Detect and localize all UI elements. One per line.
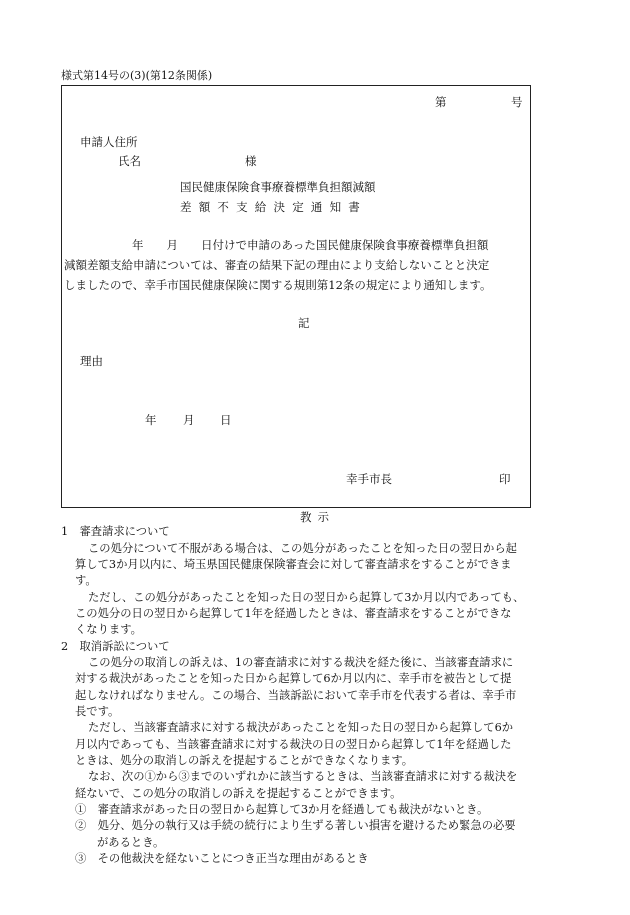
notice-title: 教示: [300, 510, 335, 524]
notice-line: この処分について不服がある場合は、この処分があったことを知った日の翌日から起: [88, 542, 517, 555]
notice-line: 算して3か月以内に、埼玉県国民健康保険審査会に対して審査請求をすることができま: [75, 558, 512, 571]
notice-form-frame: [61, 85, 531, 508]
applicant-sama: 様: [245, 154, 257, 168]
form-label: 様式第14号の(3)(第12条関係): [61, 69, 213, 82]
notice-line: 長です。: [75, 705, 120, 718]
body-line2: 減額差額支給申請については、審査の結果下記の理由により支給しないことと決定: [64, 258, 490, 272]
date-gatsu: 月: [183, 413, 195, 427]
seal-mark: 印: [499, 472, 511, 486]
date-nen: 年: [145, 413, 157, 427]
notice-list-item-3: ③ その他裁決を経ないことにつき正当な理由があるとき: [75, 852, 369, 865]
notice-heading-2: 2 取消訴訟について: [61, 640, 170, 653]
body-line1: 年 月 日付けで申請のあった国民健康保険食事療養標準負担額: [132, 238, 489, 252]
reason-label: 理由: [80, 354, 103, 368]
notice-line: この処分の取消しの訴えは、1の審査請求に対する裁決を経た後に、当該審査請求に: [88, 656, 514, 669]
notice-line: ただし、この処分があったことを知った日の翌日から起算して3か月以内であっても、: [88, 591, 525, 604]
number-go: 号: [511, 95, 523, 109]
document-title-line2: 差額不支給決定通知書: [180, 200, 367, 214]
notice-line: 対する裁決があったことを知った日から起算して6か月以内に、幸手市を被告として提: [75, 672, 512, 685]
notice-list-item-2: ② 処分、処分の執行又は手続の続行により生ずる著しい損害を避けるため緊急の必要: [75, 819, 516, 832]
notice-line: ときは、処分の取消しの訴えを提起することができなくなります。: [75, 754, 414, 767]
notice-line: 経ないで、この処分の取消しの訴えを提起することができます。: [75, 787, 402, 800]
date-nichi: 日: [220, 413, 232, 427]
issuer-name: 幸手市長: [346, 472, 392, 486]
notice-line: 月以内であっても、当該審査請求に対する裁決の日の翌日から起算して1年を経過した: [75, 738, 512, 751]
number-dai: 第: [435, 95, 447, 109]
notice-line: この処分の日の翌日から起算して1年を経過したときは、審査請求をすることができな: [75, 607, 512, 620]
ki-heading: 記: [298, 316, 310, 330]
notice-line: 起しなければなりません。この場合、当該訴訟において幸手市を代表する者は、幸手市: [75, 689, 517, 702]
notice-line: なお、次の①から③までのいずれかに該当するときは、当該審査請求に対する裁決を: [88, 770, 518, 783]
notice-line: くなります。: [75, 623, 142, 636]
applicant-address-label: 申請人住所: [80, 135, 138, 149]
document-title-line1: 国民健康保険食事療養標準負担額減額: [180, 180, 376, 194]
notice-line: ただし、当該審査請求に対する裁決があったことを知った日の翌日から起算して6か: [88, 721, 514, 734]
notice-line: す。: [75, 574, 97, 587]
body-line3: しましたので、幸手市国民健康保険に関する規則第12条の規定により通知します。: [64, 278, 492, 292]
applicant-name-label: 氏名: [118, 154, 141, 168]
notice-list-item-2-cont: があるとき。: [97, 836, 165, 849]
notice-list-item-1: ① 審査請求があった日の翌日から起算して3か月を経過しても裁決がないとき。: [75, 803, 489, 816]
notice-heading-1: 1 審査請求について: [61, 525, 170, 538]
